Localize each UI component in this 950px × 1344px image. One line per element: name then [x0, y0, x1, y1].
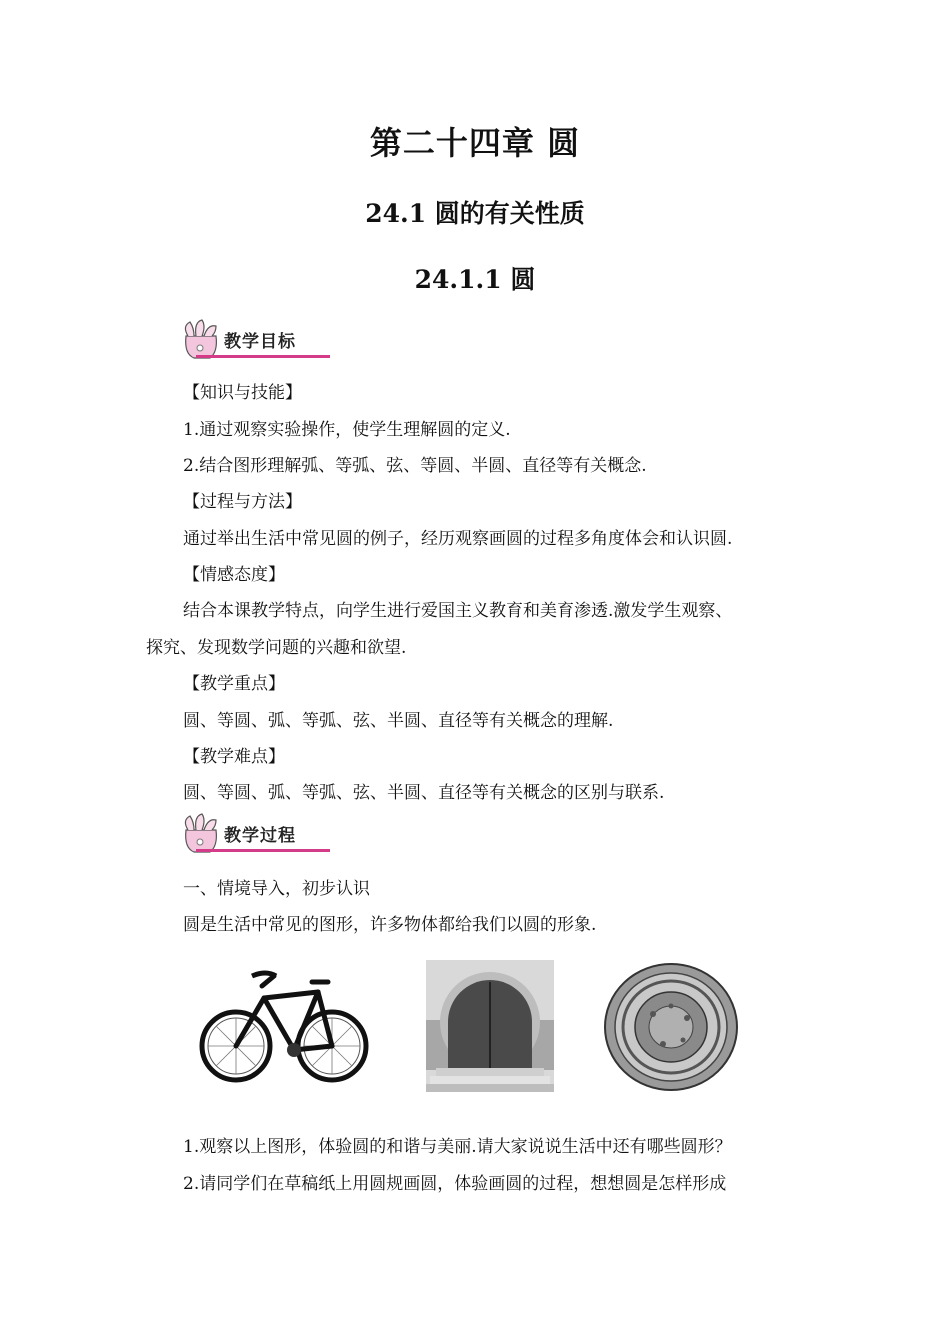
- chapter-title: 第二十四章 圆: [369, 124, 581, 162]
- difficulties-item: 圆、等圆、弧、等弧、弦、半圆、直径等有关概念的区别与联系.: [183, 783, 665, 803]
- subsection-title: 24.1.1 圆: [414, 265, 536, 294]
- heading-emotion: 【情感态度】: [183, 565, 285, 585]
- bicycle-image: [192, 968, 376, 1084]
- heading-difficulties: 【教学难点】: [183, 747, 285, 767]
- knowledge-item-2: 2.结合图形理解弧、等弧、弦、等圆、半圆、直径等有关概念.: [183, 456, 647, 476]
- process-item-1: 通过举出生活中常见圆的例子，经历观察画圆的过程多角度体会和认识圆.: [183, 529, 733, 549]
- goals-badge-label: 教学目标: [224, 332, 296, 352]
- section-title: 24.1 圆的有关性质: [365, 199, 585, 228]
- question-2: 2.请同学们在草稿纸上用圆规画圆，体验画圆的过程，想想圆是怎样形成: [183, 1174, 727, 1194]
- badge-underline: [196, 849, 330, 852]
- knowledge-item-1: 1.通过观察实验操作，使学生理解圆的定义.: [183, 420, 511, 440]
- process-badge: [180, 812, 330, 856]
- bag-icon: [180, 318, 224, 360]
- section-intro-text: 圆是生活中常见的图形，许多物体都给我们以圆的形象.: [183, 915, 597, 935]
- section-intro-heading: 一、情境导入，初步认识: [183, 879, 370, 899]
- process-badge-label: 教学过程: [224, 826, 296, 846]
- emotion-line-1: 结合本课教学特点，向学生进行爱国主义教育和美育渗透.激发学生观察、: [183, 601, 733, 621]
- badge-underline: [196, 355, 330, 358]
- moon-gate-image: [426, 960, 554, 1092]
- heading-knowledge: 【知识与技能】: [183, 383, 302, 403]
- goals-badge: [180, 318, 330, 362]
- emotion-line-2: 探究、发现数学问题的兴趣和欲望.: [146, 638, 407, 658]
- bronze-plate-image: [603, 962, 739, 1092]
- heading-process: 【过程与方法】: [183, 492, 302, 512]
- bag-icon: [180, 812, 224, 854]
- question-1: 1.观察以上图形，体验圆的和谐与美丽.请大家说说生活中还有哪些圆形？: [183, 1137, 732, 1157]
- heading-key-points: 【教学重点】: [183, 674, 285, 694]
- key-points-item: 圆、等圆、弧、等弧、弦、半圆、直径等有关概念的理解.: [183, 711, 614, 731]
